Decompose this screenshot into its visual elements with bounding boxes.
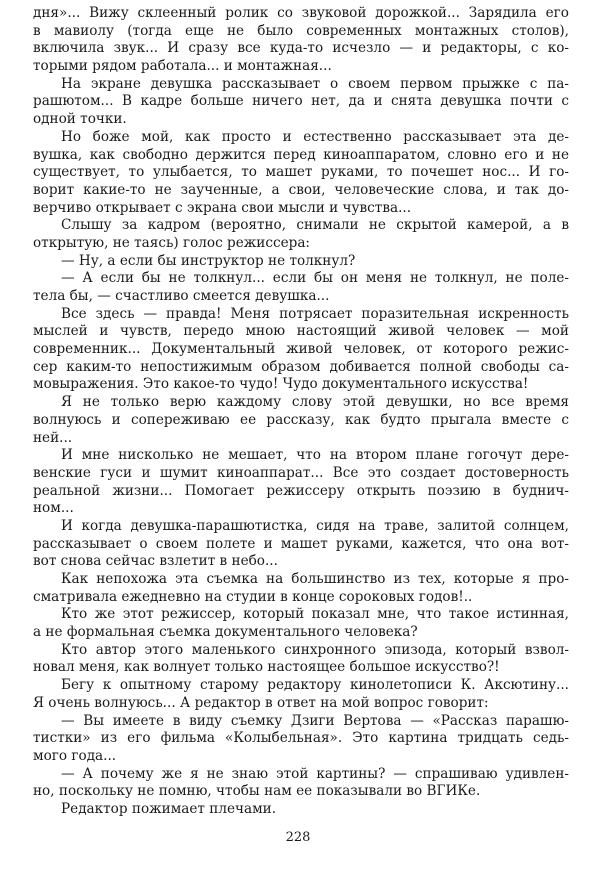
- text-line: — Вы имеете в виду съемку Дзиги Вертова — «Рассказ парашю-: [61, 712, 569, 729]
- text-line: но, поскольку не помню, чтобы нам ее показывали во ВГИКе.: [33, 783, 481, 800]
- paragraph: [33, 306, 569, 394]
- text-line: Но боже мой, как просто и естественно рассказывает эта де-: [61, 128, 569, 145]
- paragraph: [33, 253, 569, 271]
- text-line: — А если бы не толкнул... если бы он меня не толкнул, не поле-: [61, 270, 569, 287]
- paragraph: [33, 713, 569, 766]
- paragraph: [33, 394, 569, 447]
- text-line: Кто автор этого маленького синхронного эпизода, который взвол-: [61, 641, 569, 658]
- paragraph: [33, 76, 569, 129]
- page-body-text: [33, 5, 569, 819]
- paragraph: [33, 129, 569, 217]
- paragraph: [33, 766, 569, 801]
- text-line: мыслей и чувств, передо мною настоящий живой человек — мой: [33, 323, 569, 340]
- text-line: торыми рядом работала... и монтажная...: [33, 58, 332, 75]
- paragraph: [33, 217, 569, 252]
- text-line: Кто же этот режиссер, который показал мне, что такое истинная,: [61, 606, 569, 623]
- text-line: сер каким-то непостижимым образом добивается полной свободы са-: [33, 358, 569, 375]
- text-line: Все здесь — правда! Меня потрясает поразительная искренность: [61, 305, 569, 322]
- paragraph: [33, 270, 569, 305]
- text-line: рассказывает о своем полете и машет руками, кажется, что она вот-: [33, 535, 569, 552]
- text-line: — Ну, а если бы инструктор не толкнул?: [61, 252, 356, 269]
- text-line: волнуюсь и сопереживаю ее рассказу, как будто прыгала вместе с: [33, 411, 569, 428]
- paragraph: [33, 642, 569, 677]
- text-line: существует, то улыбается, то машет руками, то почешет нос... И го-: [33, 164, 569, 181]
- text-line: Как непохожа эта съемка на большинство из тех, которые я про-: [61, 571, 569, 587]
- text-line: ней...: [33, 429, 73, 446]
- text-line: — А почему же я не знаю этой картины? — спрашиваю удивлен-: [61, 765, 569, 782]
- text-line: тистки» из его фильма «Колыбельная». Это картина тридцать седь-: [33, 730, 569, 747]
- text-line: Бегу к опытному старому редактору кинолетописи К. Аксютину...: [61, 677, 569, 694]
- text-line: Слышу за кадром (вероятно, снимали не скрытой камерой, а в: [61, 217, 569, 234]
- text-line: На экране девушка рассказывает о своем первом прыжке с па-: [61, 75, 569, 92]
- paragraph: [33, 5, 569, 76]
- page-number: [0, 830, 600, 845]
- text-line: И мне нисколько не мешает, что на втором плане гогочут дере-: [61, 447, 569, 464]
- text-line: а не формальная съемка документального человека?: [33, 624, 418, 641]
- text-line: Я очень волнуюсь... А редактор в ответ на мой вопрос говорит:: [33, 694, 489, 711]
- text-line: ворит какие-то не заученные, а свои, человеческие слова, и так до-: [33, 181, 569, 198]
- text-line: ном...: [33, 500, 74, 517]
- text-line: новал меня, как волнует только настоящее большое искусство?!: [33, 659, 500, 676]
- text-line: верчиво открывает с экрана свои мысли и чувства...: [33, 199, 412, 216]
- paragraph: [33, 571, 569, 606]
- text-line: венские гуси и шумит киноаппарат... Все это создает достоверность: [33, 464, 569, 481]
- text-line: вот снова сейчас взлетит в небо...: [33, 553, 278, 570]
- text-line: одной точки.: [33, 111, 127, 128]
- text-line: тела бы, — счастливо смеется девушка...: [33, 288, 330, 304]
- text-line: мовыражения. Это какое-то чудо! Чудо документального искусства!: [33, 376, 529, 393]
- paragraph: [33, 801, 569, 819]
- paragraph: [33, 447, 569, 518]
- text-line: рашютом... В кадре больше ничего нет, да и снята девушка почти с: [33, 93, 569, 110]
- text-line: мого года...: [33, 747, 117, 764]
- text-line: сматривала ежедневно на студии в конце сороковых годов!..: [33, 588, 473, 605]
- text-line: современник... Документальный живой человек, от которого режис-: [33, 341, 569, 358]
- text-line: реальной жизни... Помогает режиссеру открыть поэзию в буднич-: [33, 482, 569, 499]
- text-line: И когда девушка-парашютистка, сидя на траве, залитой солнцем,: [61, 517, 569, 534]
- text-line: Редактор пожимает плечами.: [61, 800, 277, 817]
- paragraph: [33, 677, 569, 712]
- page-number-text: 228: [285, 830, 311, 845]
- text-line: вушка, как свободно держится перед киноаппаратом, словно его и не: [33, 146, 569, 163]
- text-line: Я не только верю каждому слову этой девушки, но все время: [61, 394, 569, 411]
- text-line: открытую, не таясь) голос режиссера:: [33, 234, 311, 251]
- text-line: включила звук... И сразу все куда-то исчезло — и редакторы, с ко-: [33, 40, 569, 57]
- paragraph: [33, 518, 569, 571]
- text-line: дня»... Вижу склеенный ролик со звуковой дорожкой... Зарядила его: [33, 5, 569, 21]
- paragraph: [33, 606, 569, 641]
- text-line: в мавиолу (тогда еще не было современных монтажных столов),: [33, 22, 569, 39]
